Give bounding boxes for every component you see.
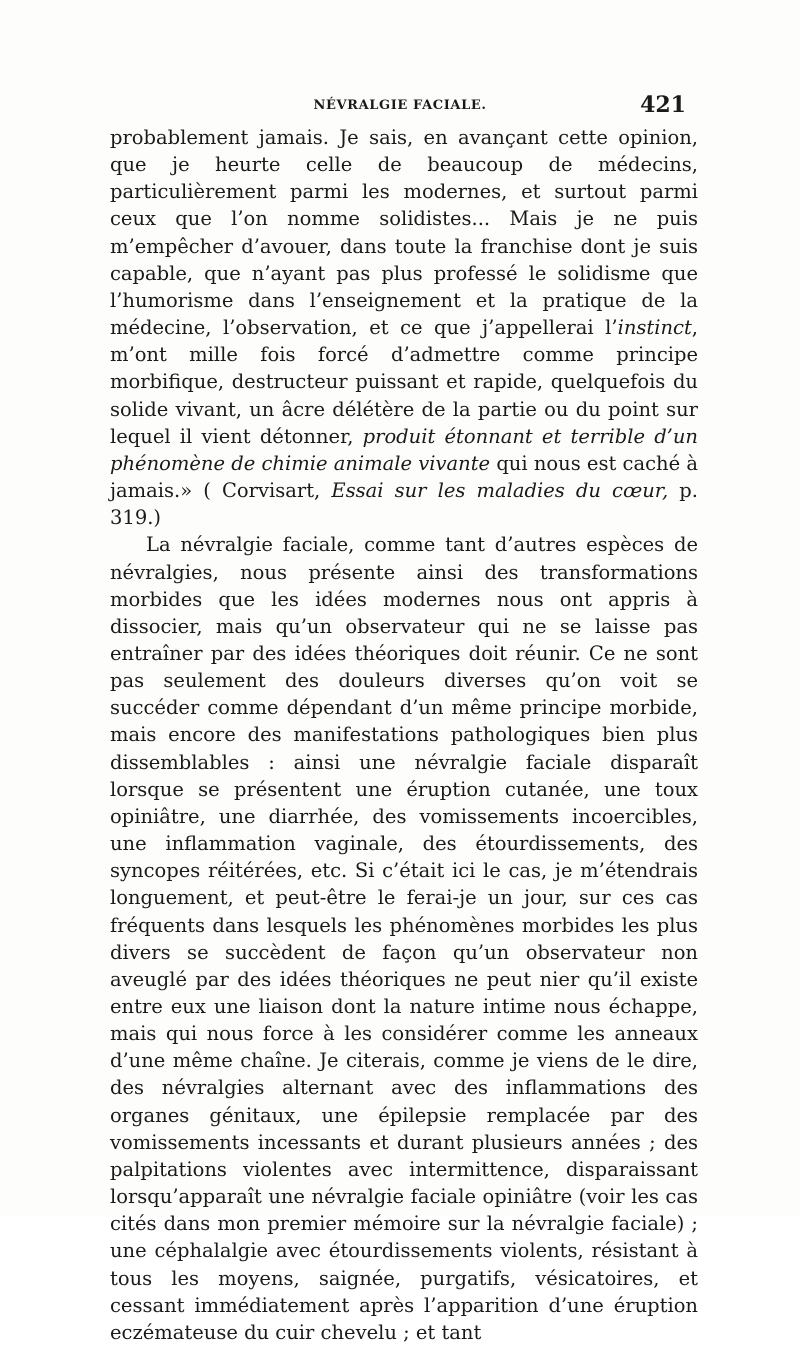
text-run: p. 319.): [110, 479, 698, 530]
running-title: NÉVRALGIE FACIALE.: [313, 98, 487, 113]
italic-quote: produit étonnant et terrible d’un phénomène de chimie animale vivante: [110, 424, 698, 475]
running-head: [110, 92, 690, 122]
text-run: qui nous est caché à jamais.» ( Corvisart,: [110, 451, 698, 503]
paragraph-quote-continuation: [110, 124, 698, 531]
page-number: 421: [640, 92, 686, 118]
text-run: probablement jamais. Je sais, en avançant cette opinion, que je heurte celle de beaucoup de médecins, particulièrement parmi les modernes, et surtout parmi ceux que l’on nomme solidistes... Mais je ne puis m’empêcher d’avouer, dans toute la franchise dont je suis capable, que n’ayant pas plus professé le solidisme que l’humorisme dans l’enseignement et la pratique de la médecine, l’observation, et ce que j’appellerai l’: [110, 126, 698, 340]
body-text: [110, 124, 698, 1346]
text-run: , m’ont mille fois forcé d’admettre comme principe morbifique, destructeur puissant et rapide, quelquefois du solide vivant, un âcre délétère de la partie ou du point sur lequel il vient détonner,: [110, 316, 698, 448]
italic-work-title: Essai sur les maladies du cœur,: [331, 479, 669, 503]
paragraph-main: La névralgie faciale, comme tant d’autres espèces de névralgies, nous présente ainsi des transformations morbides que les idées modernes nous ont appris à dissocier, mais qu’un observateur qui ne se laisse pas entraîner par des idées théoriques doit réunir. Ce ne sont pas seulement des douleurs diverses qu’on voit se succéder comme dépendant d’un même principe morbide, mais encore des manifestations pathologiques bien plus dissemblables : ainsi une névralgie faciale disparaît lorsque se présentent une éruption cutanée, une toux opiniâtre, une diarrhée, des vomissements incoercibles, une inflammation vaginale, des étourdissements, des syncopes réitérées, etc. Si c’était ici le cas, je m’étendrais longuement, et peut-être le ferai-je un jour, sur ces cas fréquents dans lesquels les phénomènes morbides les plus divers se succèdent de façon qu’un observateur non aveuglé par des idées théoriques ne peut nier qu’il existe entre eux une liaison dont la nature intime nous échappe, mais qui nous force à les considérer comme les anneaux d’une même chaîne. Je citerais, comme je viens de le dire, des névralgies alternant avec des inflammations des organes génitaux, une épilepsie remplacée par des vomissements incessants et durant plusieurs années ; des palpitations violentes avec intermittence, disparaissant lorsqu’apparaît une névralgie faciale opiniâtre (voir les cas cités dans mon premier mémoire sur la névralgie faciale) ; une céphalalgie avec étourdissements violents, résistant à tous les moyens, saignée, purgatifs, vésicatoires, et cessant immédiatement après l’apparition d’une éruption eczémateuse du cuir chevelu ; et tant: [110, 533, 698, 1344]
italic-term: instinct: [617, 316, 692, 340]
